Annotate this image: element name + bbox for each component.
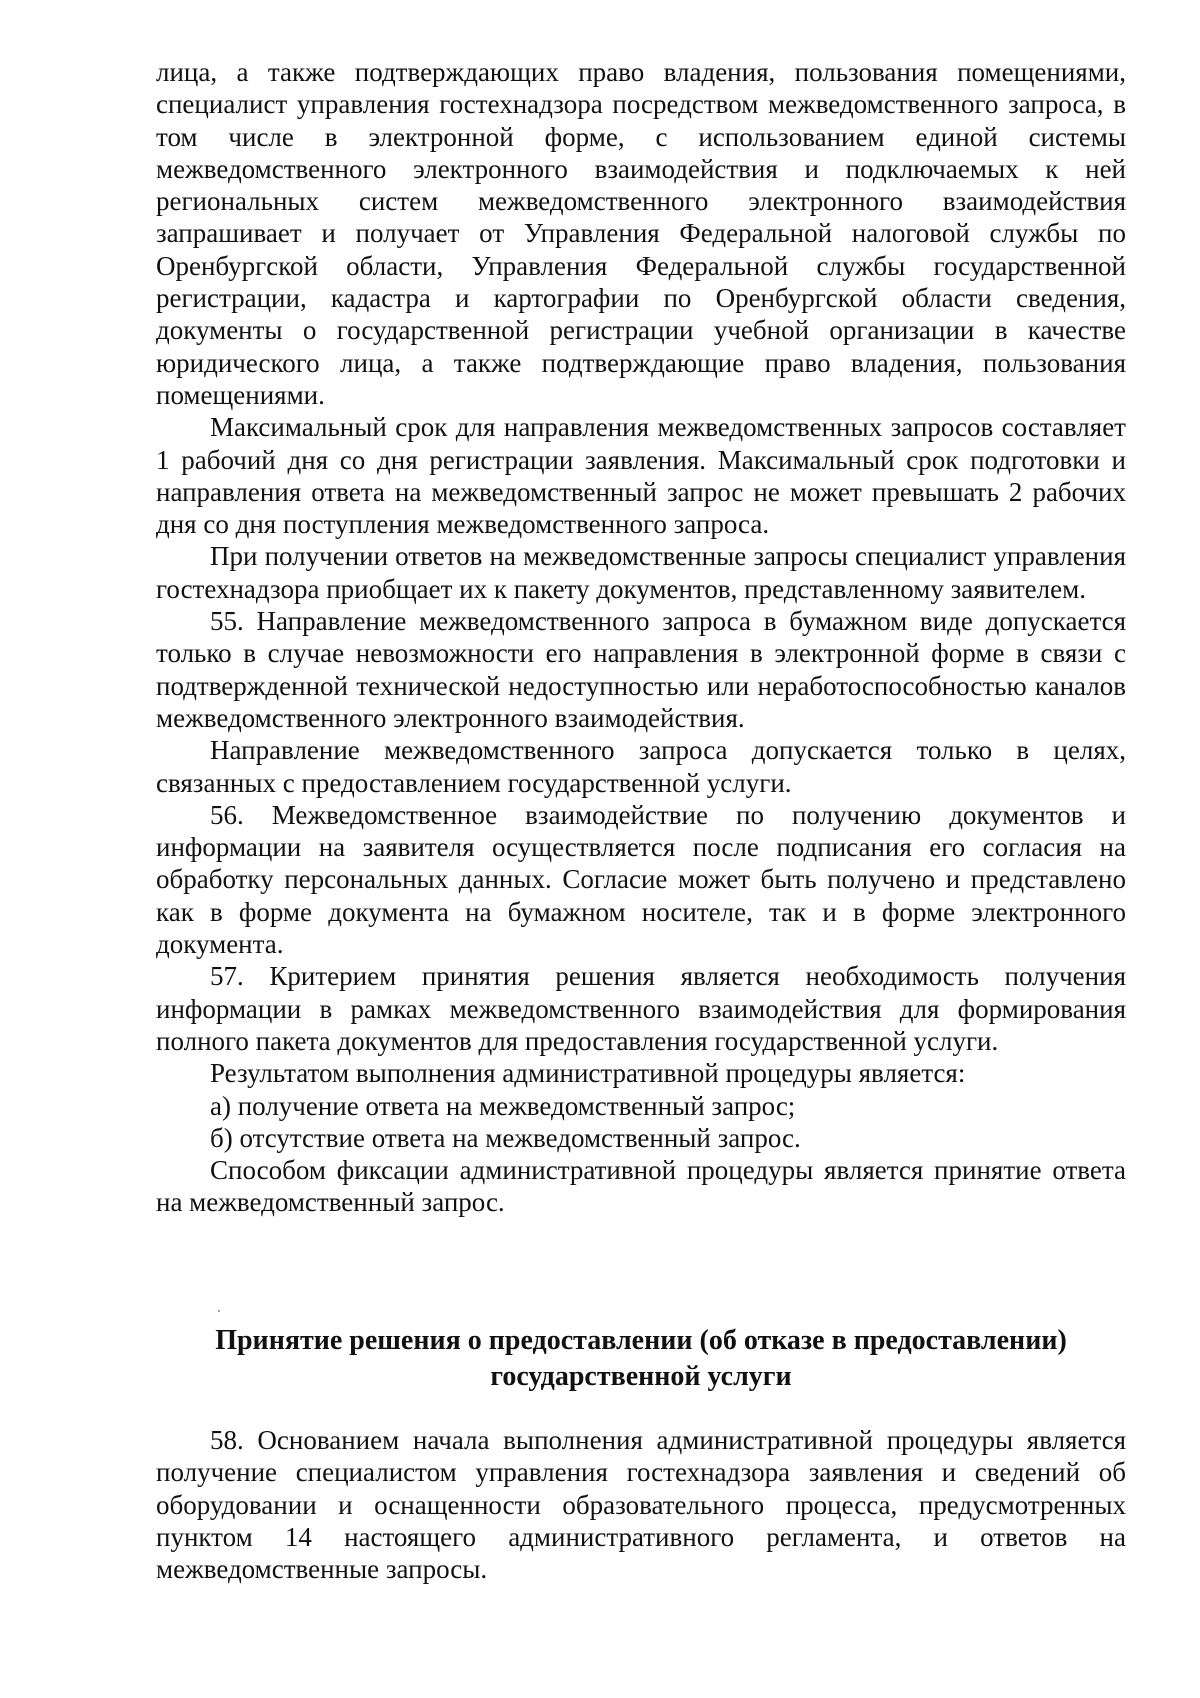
paragraph-continuation: лица, а также подтверждающих право владения, пользования помещениями, специалист управления гостехнадзора посредством межведомственного запроса, в том числе в электронной форме, с использованием единой системы межведомственного электронного взаимодействия и подключаемых к ней региональных систем межведомственного электронного взаимодействия запрашивает и получает от Управления Федеральной налоговой службы по Оренбургской области, Управления Федеральной службы государственной регистрации, кадастра и картографии по Оренбургской области сведения, документы о государственной регистрации учебной организации в качестве юридического лица, а также подтверждающие право владения, пользования помещениями. bbox=[156, 57, 1126, 410]
paragraph-56: 56. Межведомственное взаимодействие по получению документов и информации на заявителя осуществляется после подписания его согласия на обработку персональных данных. Согласие может быть получено и представлено как в форме документа на бумажном носителе, так и в форме электронного документа. bbox=[156, 799, 1126, 960]
body-text-top bbox=[156, 56, 1126, 1219]
paragraph-max-term: Максимальный срок для направления межведомственных запросов составляет 1 рабочий дня со дня регистрации заявления. Максимальный срок подготовки и направления ответа на межведомственный запрос не может превышать 2 рабочих дня со дня поступления межведомственного запроса. bbox=[156, 412, 1126, 540]
paragraph-fixation: Способом фиксации административной процедуры является принятие ответа на межведомственный запрос. bbox=[156, 1155, 1126, 1218]
paragraph-responses: При получении ответов на межведомственные запросы специалист управления гостехнадзора приобщает их к пакету документов, представленному заявителем. bbox=[156, 541, 1126, 604]
list-item-b: б) отсутствие ответа на межведомственный запрос. bbox=[210, 1122, 801, 1153]
body-text-bottom bbox=[156, 1424, 1126, 1585]
section-heading: Принятие решения о предоставлении (об отказе в предоставлении) государственной услуги bbox=[215, 1325, 1067, 1392]
paragraph-58: 58. Основанием начала выполнения административной процедуры является получение специалистом управления гостехнадзора заявления и сведений об оборудовании и оснащенности образовательного процесса, предусмотренных пунктом 14 настоящего административного регламента, и ответов на межведомственные запросы. bbox=[156, 1425, 1126, 1585]
paragraph-55: 55. Направление межведомственного запроса в бумажном виде допускается только в случае невозможности его направления в электронной форме в связи с подтвержденной технической недоступностью или неработоспособностью каналов межведомственного электронного взаимодействия. bbox=[156, 606, 1126, 733]
paragraph-purpose: Направление межведомственного запроса допускается только в целях, связанных с предоставлением государственной услуги. bbox=[156, 735, 1126, 798]
paragraph-result-intro: Результатом выполнения административной процедуры является: bbox=[210, 1058, 966, 1089]
scan-speck bbox=[218, 1310, 220, 1312]
list-item-a: а) получение ответа на межведомственный запрос; bbox=[210, 1090, 796, 1121]
paragraph-57: 57. Критерием принятия решения является необходимость получения информации в рамках межведомственного взаимодействия для формирования полного пакета документов для предоставления государственной услуги. bbox=[156, 961, 1126, 1056]
